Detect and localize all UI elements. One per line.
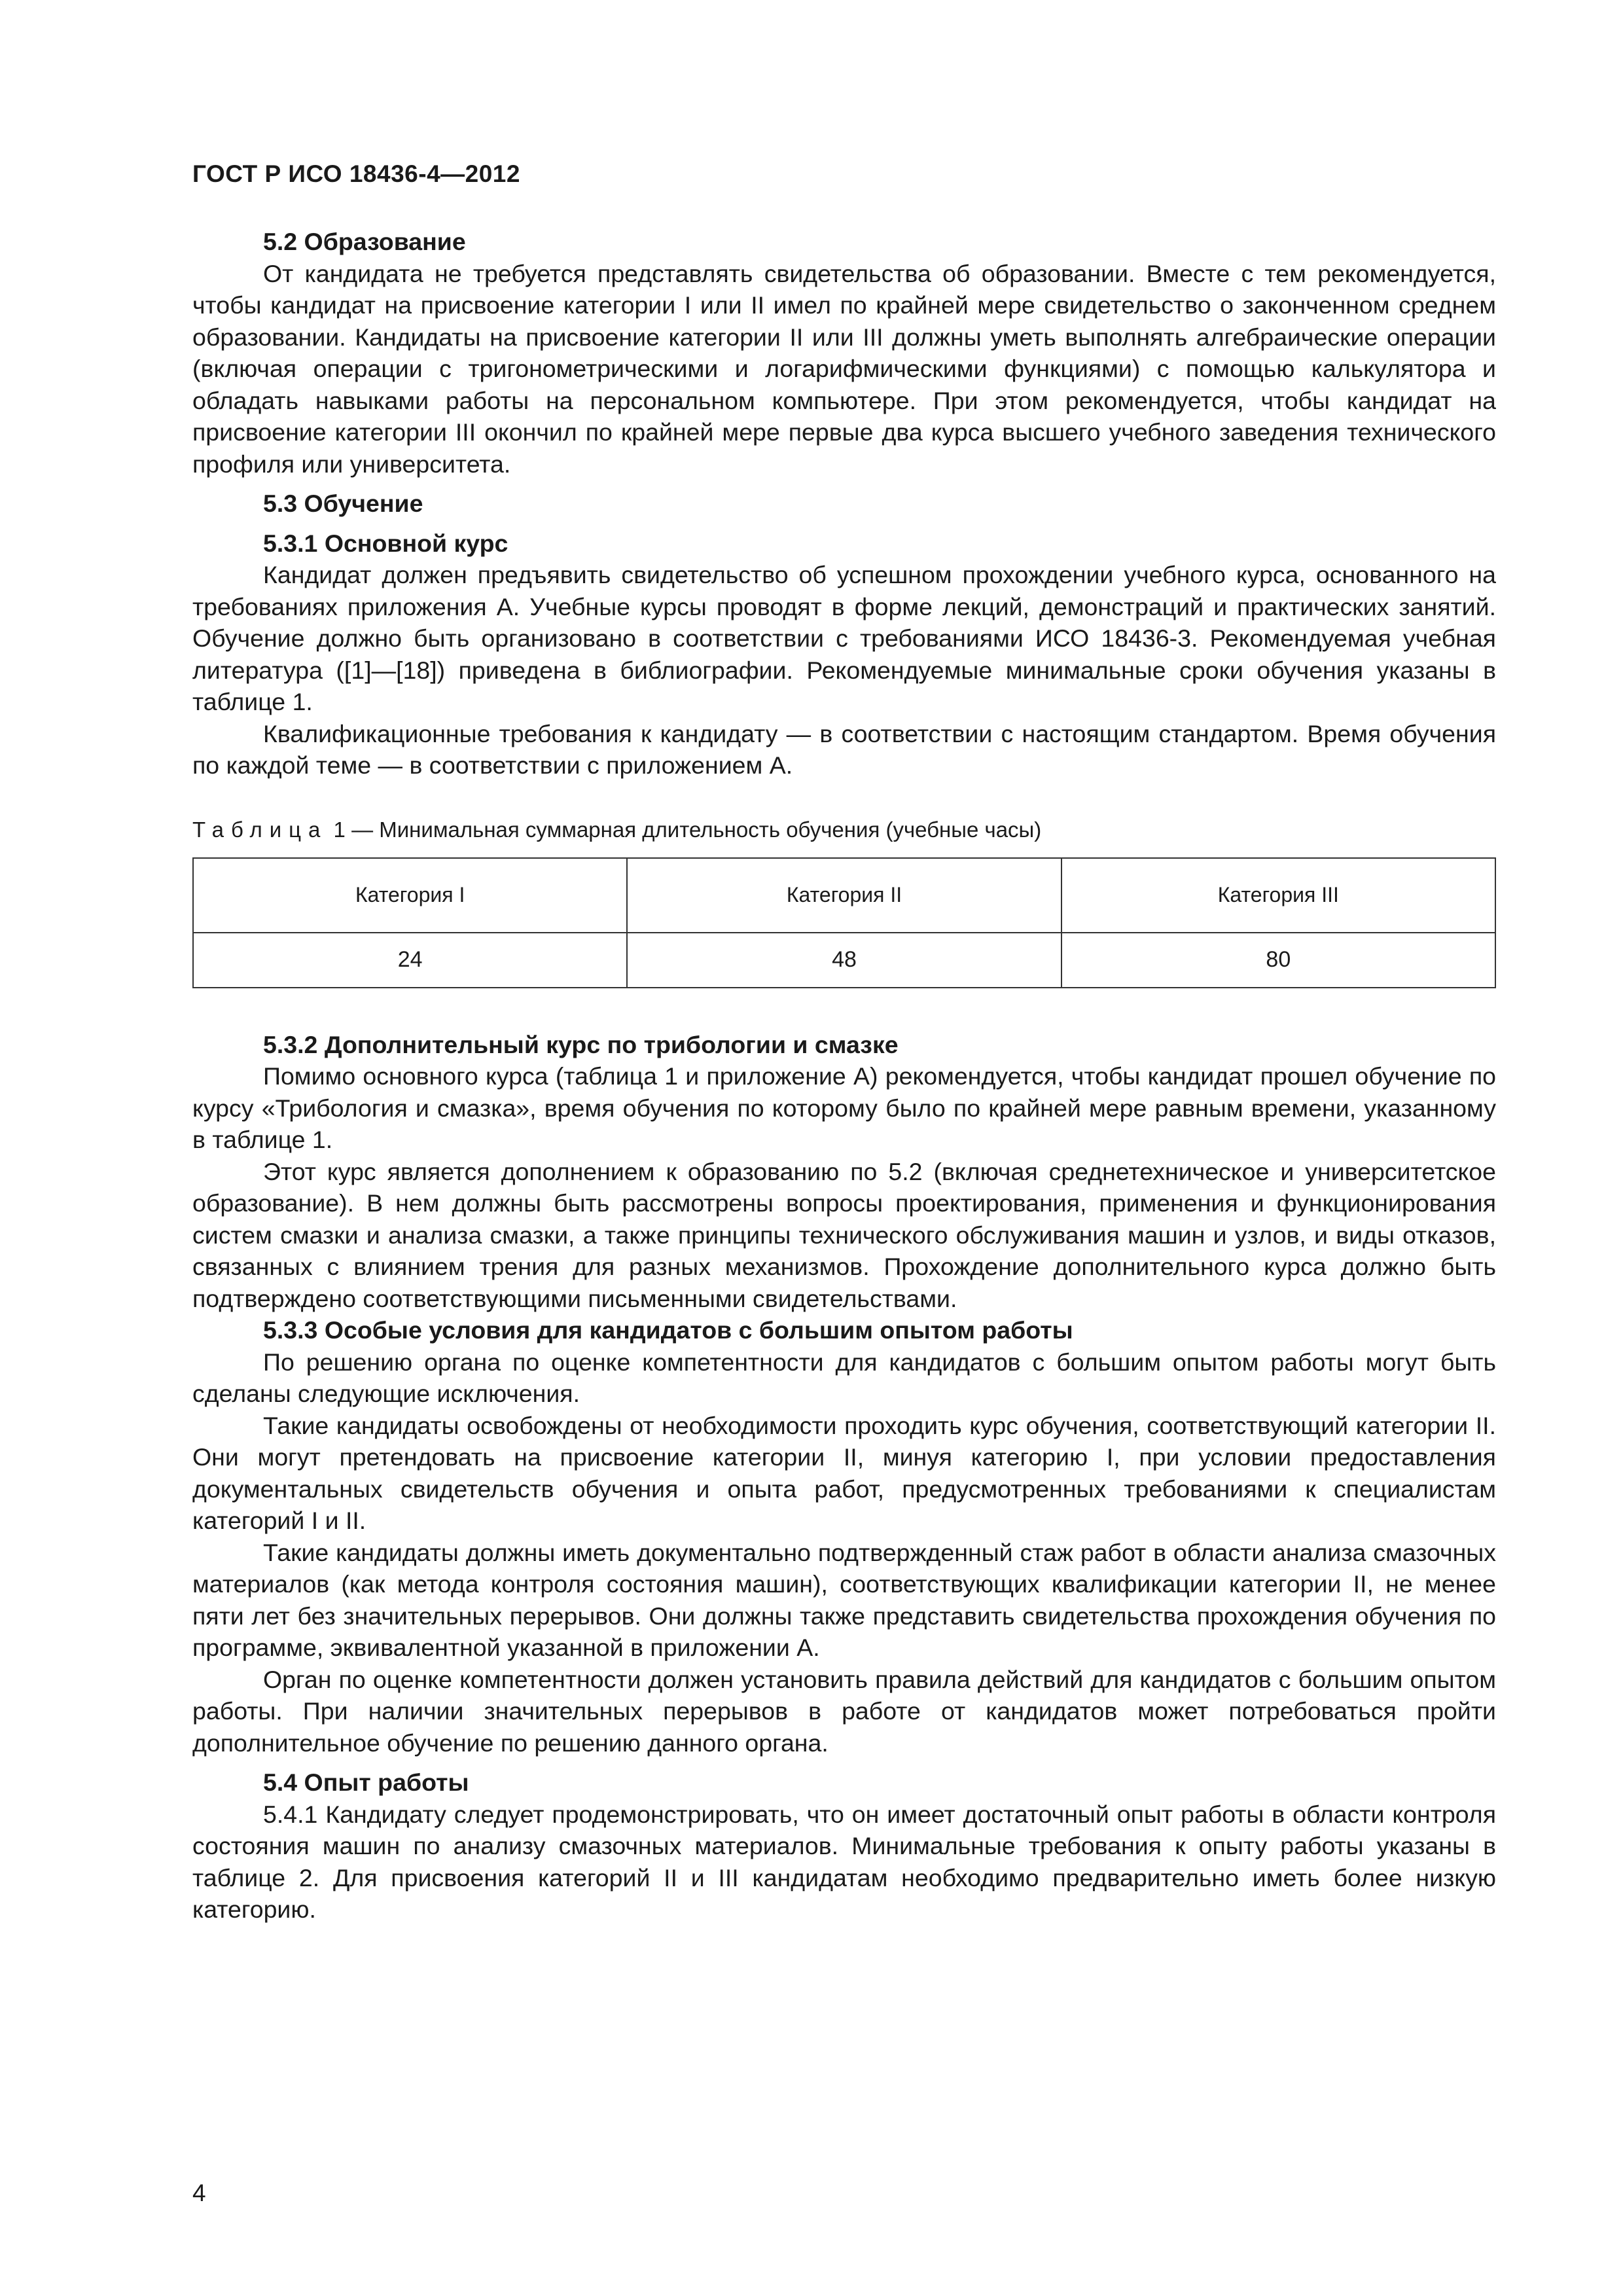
table-cell: 24 [193,933,627,988]
section-5-3-1-paragraph-1: Кандидат должен предъявить свидетельство об успешном прохождении учебного курса, основанного на требованиях приложения А. Учебные курсы проводят в форме лекций, демонстраций и практических занятий. Обучение должно быть организовано в соответствии с требованиями ИСО 18436-3. Рекомендуемая учебная литература ([1]—[18]) приведена в библиографии. Рекомендуемые минимальные сроки обучения указаны в таблице 1. [192,561,1496,715]
table-header-cell: Категория III [1061,858,1495,933]
section-5-3-2-paragraph-1: Помимо основного курса (таблица 1 и приложение А) рекомендуется, чтобы кандидат прошел обучение по курсу «Трибология и смазка», время обучения по которому было по крайней мере равным времени, указанному в таблице 1. [192,1062,1496,1153]
table-1 [192,857,1496,988]
section-5-4-title: 5.4 Опыт работы [263,1768,469,1796]
table-caption-word: Таблица [192,817,328,842]
section-5-2-title: 5.2 Образование [263,228,466,255]
table-header-cell: Категория I [193,858,627,933]
table-1-caption [192,816,1496,844]
section-5-3-title: 5.3 Обучение [263,490,423,517]
section-5-2-paragraph: От кандидата не требуется представлять свидетельства об образовании. Вместе с тем рекомендуется, чтобы кандидат на присвоение категории I или II имел по крайней мере свидетельство о законченном среднем образовании. Кандидаты на присвоение категории II или III должны уметь выполнять алгебраические операции (включая операции с тригонометрическими и логарифмическими функциями) с помощью калькулятора и обладать навыками работы на персональном компьютере. При этом рекомендуется, чтобы кандидат на присвоение категории III окончил по крайней мере первые два курса высшего учебного заведения технического профиля или университета. [192,259,1496,478]
section-5-3-2-title: 5.3.2 Дополнительный курс по трибологии и смазке [263,1030,899,1058]
table-cell: 80 [1061,933,1495,988]
section-5-3-1-paragraph-2: Квалификационные требования к кандидату — в соответствии с настоящим стандартом. Время обучения по каждой теме — в соответствии с приложением А. [192,719,1496,779]
section-5-3-3-paragraph-3: Такие кандидаты должны иметь документально подтвержденный стаж работ в области анализа смазочных материалов (как метода контроля состояния машин), соответствующих квалификации категории II, не менее пяти лет без значительных перерывов. Они должны также представить свидетельства прохождения обучения по программе, эквивалентной указанной в приложении А. [192,1538,1496,1661]
section-5-3-3-paragraph-4: Орган по оценке компетентности должен установить правила действий для кандидатов с большим опытом работы. При наличии значительных перерывов в работе от кандидатов может потребоваться пройти дополнительное обучение по решению данного органа. [192,1665,1496,1757]
section-5-3-1-title: 5.3.1 Основной курс [263,529,508,557]
document-body [192,226,1496,1926]
table-cell: 48 [627,933,1061,988]
section-5-3-3-title: 5.3.3 Особые условия для кандидатов с большим опытом работы [263,1316,1073,1344]
table-header-cell: Категория II [627,858,1061,933]
table-header-row [193,858,1495,933]
section-5-3-3-paragraph-2: Такие кандидаты освобождены от необходимости проходить курс обучения, соответствующий категории II. Они могут претендовать на присвоение категории II, минуя категорию I, при условии предоставления документальных свидетельств обучения и опыта работ, предусмотренных требованиями к специалистам категорий I и II. [192,1411,1496,1534]
section-5-3-3-paragraph-1: По решению органа по оценке компетентности для кандидатов с большим опытом работы могут быть сделаны следующие исключения. [192,1348,1496,1407]
table-caption-text: 1 — Минимальная суммарная длительность обучения (учебные часы) [327,817,1042,842]
section-5-3-2-paragraph-2: Этот курс является дополнением к образованию по 5.2 (включая среднетехническое и университетское образование). В нем должны быть рассмотрены вопросы проектирования, применения и функционирования систем смазки и анализа смазки, а также принципы технического обслуживания машин и узлов, и виды отказов, связанных с влиянием трения для разных механизмов. Прохождение дополнительного курса должно быть подтверждено соответствующими письменными свидетельствами. [192,1157,1496,1312]
table-row [193,933,1495,988]
document-header: ГОСТ Р ИСО 18436-4—2012 [192,160,520,187]
page-number: 4 [192,2179,206,2206]
section-5-4-paragraph: 5.4.1 Кандидату следует продемонстрировать, что он имеет достаточный опыт работы в области контроля состояния машин по анализу смазочных материалов. Минимальные требования к опыту работы указаны в таблице 2. Для присвоения категорий II и III кандидатам необходимо предварительно иметь более низкую категорию. [192,1800,1496,1923]
